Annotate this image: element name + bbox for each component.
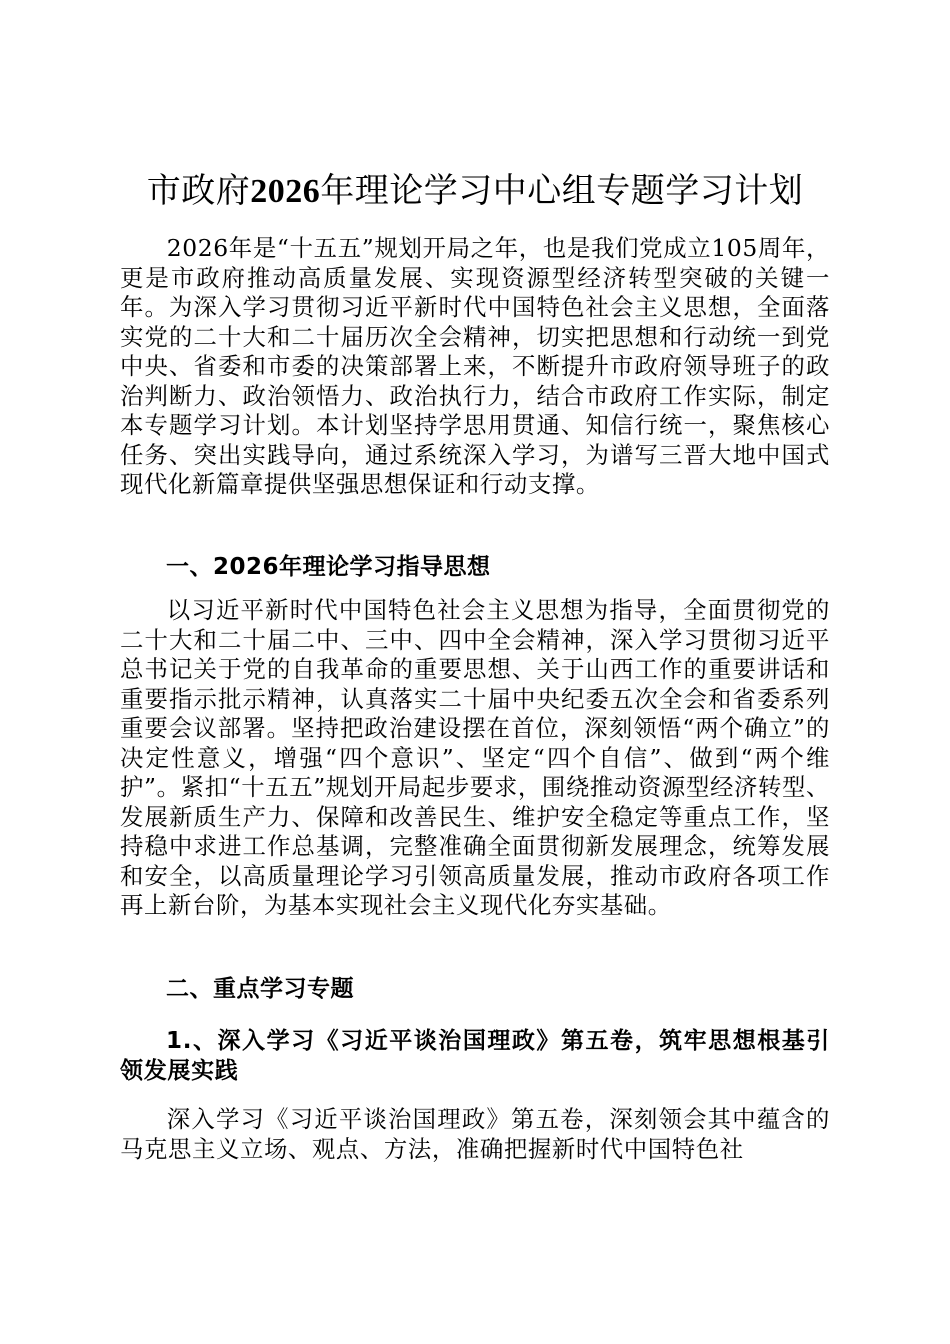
title-year: 2026 <box>250 173 321 210</box>
topic-1-paragraph: 深入学习《习近平谈治国理政》第五卷，深刻领会其中蕴含的马克思主义立场、观点、方法，准确把握新时代中国特色社 <box>120 1105 830 1163</box>
section-heading-guiding-thought: 一、2026年理论学习指导思想 <box>166 554 491 580</box>
title-prefix: 市政府 <box>146 171 251 211</box>
title-suffix: 年理论学习中心组专题学习计划 <box>320 171 804 211</box>
section-heading-key-topics: 二、重点学习专题 <box>166 976 354 1002</box>
intro-paragraph: 2026年是“十五五”规划开局之年，也是我们党成立105周年，更是市政府推动高质量发展、实现资源型经济转型突破的关键一年。为深入学习贯彻习近平新时代中国特色社会主义思想，全面落实党的二十大和二十届历次全会精神，切实把思想和行动统一到党中央、省委和市委的决策部署上来，不断提升市政府领导班子的政治判断力、政治领悟力、政治执行力，结合市政府工作实际，制定本专题学习计划。本计划坚持学思用贯通、知信行统一，聚焦核心任务、突出实践导向，通过系统深入学习，为谱写三晋大地中国式现代化新篇章提供坚强思想保证和行动支撑。 <box>120 234 830 498</box>
document-title <box>120 163 830 220</box>
guiding-thought-paragraph: 以习近平新时代中国特色社会主义思想为指导，全面贯彻党的二十大和二十届二中、三中、四中全会精神，深入学习贯彻习近平总书记关于党的自我革命的重要思想、关于山西工作的重要讲话和重要指示批示精神，认真落实二十届中央纪委五次全会和省委系列重要会议部署。坚持把政治建设摆在首位，深刻领悟“两个确立”的决定性意义，增强“四个意识”、坚定“四个自信”、做到“两个维护”。紧扣“十五五”规划开局起步要求，围绕推动资源型经济转型、发展新质生产力、保障和改善民生、维护安全稳定等重点工作，坚持稳中求进工作总基调，完整准确全面贯彻新发展理念，统筹发展和安全，以高质量理论学习引领高质量发展，推动市政府各项工作再上新台阶，为基本实现社会主义现代化夯实基础。 <box>120 596 830 919</box>
topic-1-heading: 1.、深入学习《习近平谈治国理政》第五卷，筑牢思想根基引领发展实践 <box>120 1028 830 1084</box>
